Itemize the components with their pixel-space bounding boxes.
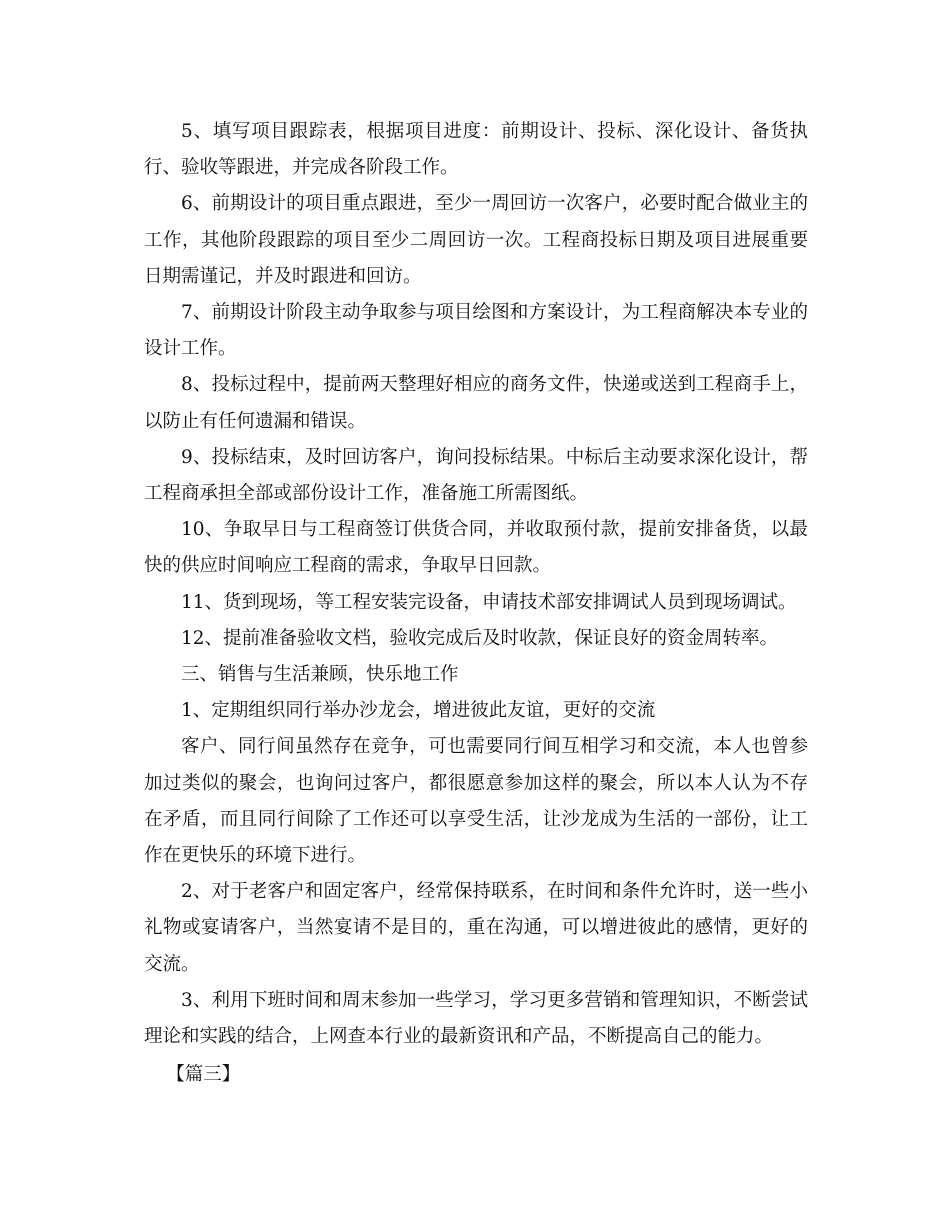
paragraph-6: 6、前期设计的项目重点跟进，至少一周回访一次客户，必要时配合做业主的工作，其他阶段跟踪的项目至少二周回访一次。工程商投标日期及项目进展重要日期需谨记，并及时跟进和回访。 [144, 193, 808, 287]
subsection-2: 2、对于老客户和固定客户，经常保持联系，在时间和条件允许时，送一些小礼物或宴请客户，当然宴请不是目的，重在沟通，可以增进彼此的感情，更好的交流。 [144, 881, 808, 975]
paragraph-8: 8、投标过程中，提前两天整理好相应的商务文件，快递或送到工程商手上，以防止有任何遗漏和错误。 [144, 374, 808, 432]
subsection-1-body: 客户、同行间虽然存在竞争，可也需要同行间互相学习和交流，本人也曾参加过类似的聚会，也询问过客户，都很愿意参加这样的聚会，所以本人认为不存在矛盾，而且同行间除了工作还可以享受生活，让沙龙成为生活的一部份，让工作在更快乐的环境下进行。 [144, 736, 808, 867]
paragraph-10: 10、争取早日与工程商签订供货合同，并收取预付款，提前安排备货，以最快的供应时间响应工程商的需求，争取早日回款。 [144, 519, 808, 577]
document-body [144, 114, 808, 1093]
paragraph-7: 7、前期设计阶段主动争取参与项目绘图和方案设计，为工程商解决本专业的设计工作。 [144, 302, 808, 360]
subsection-3: 3、利用下班时间和周末参加一些学习，学习更多营销和管理知识，不断尝试理论和实践的结合，上网查本行业的最新资讯和产品，不断提高自己的能力。 [144, 989, 808, 1048]
paragraph-9: 9、投标结束，及时回访客户，询问投标结果。中标后主动要求深化设计，帮工程商承担全部或部份设计工作，准备施工所需图纸。 [144, 446, 808, 505]
subsection-1-title: 1、定期组织同行举办沙龙会，增进彼此友谊，更好的交流 [181, 700, 656, 722]
paragraph-5: 5、填写项目跟踪表，根据项目进度：前期设计、投标、深化设计、备货执行、验收等跟进，并完成各阶段工作。 [144, 121, 808, 179]
section-heading-part-three: 【篇三】 [166, 1064, 241, 1086]
paragraph-11: 11、货到现场，等工程安装完设备，申请技术部安排调试人员到现场调试。 [181, 591, 797, 613]
paragraph-12: 12、提前准备验收文档，验收完成后及时收款，保证良好的资金周转率。 [181, 627, 779, 649]
section-three-title: 三、销售与生活兼顾，快乐地工作 [181, 664, 459, 686]
